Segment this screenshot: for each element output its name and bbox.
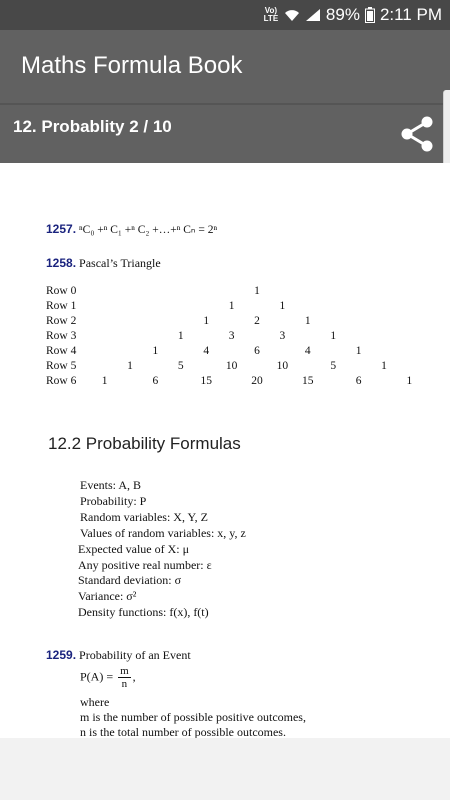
pascal-cell: 6 xyxy=(152,375,159,387)
pascal-cell: 15 xyxy=(200,375,212,387)
pascal-cell: 4 xyxy=(304,345,311,357)
fraction xyxy=(118,665,131,690)
status-icons xyxy=(263,4,442,26)
pascal-cell: 6 xyxy=(355,375,362,387)
pascal-cell: 20 xyxy=(251,375,263,387)
where-label: where xyxy=(80,695,110,709)
pascal-cell: 6 xyxy=(254,345,260,357)
pascal-cell: 1 xyxy=(152,345,159,357)
battery-icon xyxy=(365,7,375,23)
explanation-line: m is the number of possible positive outcomes, xyxy=(80,710,306,724)
definition-item: Variance: σ² xyxy=(78,589,137,604)
pascal-cell: 10 xyxy=(225,360,238,372)
pascal-cell: 3 xyxy=(228,330,235,342)
pascal-cell: 1 xyxy=(228,300,235,312)
chapter-bar xyxy=(0,103,450,163)
pascal-row-label: Row 4 xyxy=(46,345,77,357)
app-title: Maths Formula Book xyxy=(21,52,243,79)
pascal-cell: 4 xyxy=(203,345,210,357)
pascal-cell: 1 xyxy=(406,375,413,387)
section-title: 12.2 Probability Formulas xyxy=(48,434,241,453)
formula-number: 1258. xyxy=(46,256,77,270)
pascal-cell: 1 xyxy=(381,360,387,372)
wifi-icon xyxy=(284,8,300,22)
definition-item: Any positive real number: ε xyxy=(78,557,212,572)
divider xyxy=(0,103,450,105)
chapter-title: 12. Probablity 2 / 10 xyxy=(13,117,172,136)
pascal-cell: 15 xyxy=(302,375,314,387)
signal-icon xyxy=(305,8,321,22)
formula-number: 1257. xyxy=(46,222,77,236)
pascal-cell: 1 xyxy=(177,330,184,342)
equation-lhs: P(A) = xyxy=(80,669,114,684)
pascal-row-label: Row 6 xyxy=(46,375,77,387)
fraction-denominator: n xyxy=(121,678,128,690)
pascal-cell: 1 xyxy=(279,300,286,312)
pascal-cell: 10 xyxy=(276,360,289,372)
pascal-row-label: Row 0 xyxy=(46,285,77,297)
definition-item: Density functions: f(x), f(t) xyxy=(78,605,209,620)
definition-item: Random variables: X, Y, Z xyxy=(80,509,208,524)
formula-title: Probability of an Event xyxy=(79,648,191,662)
status-bar xyxy=(0,0,450,30)
pascal-cell: 1 xyxy=(127,360,133,372)
app-bar xyxy=(0,30,450,103)
formula-1259 xyxy=(46,648,191,663)
explanation-line: n is the total number of possible outcomes. xyxy=(80,725,286,738)
formula-1257 xyxy=(46,222,217,237)
pascal-cell: 1 xyxy=(101,375,108,387)
formula-number: 1259. xyxy=(46,648,77,662)
formula-page[interactable] xyxy=(0,163,450,738)
equation-tail: , xyxy=(132,669,136,684)
pascal-cell: 2 xyxy=(254,315,260,327)
definition-item: Standard deviation: σ xyxy=(78,573,182,588)
pascal-cell: 1 xyxy=(355,345,362,357)
pascal-cell: 5 xyxy=(330,360,337,372)
pascal-cell: 1 xyxy=(304,315,311,327)
pascal-row-label: Row 1 xyxy=(46,300,77,312)
pascal-row-label: Row 2 xyxy=(46,315,77,327)
pascal-row-label: Row 5 xyxy=(46,360,77,372)
pascal-cell: 1 xyxy=(203,315,210,327)
definition-item: Probability: P xyxy=(80,493,147,508)
pascal-cell: 3 xyxy=(279,330,286,342)
pascal-cell: 1 xyxy=(254,285,260,297)
battery-percent: 89% xyxy=(325,5,360,24)
formula-text: ⁿC₀ +ⁿ C₁ +ⁿ C₂ +…+ⁿ Cₙ = 2ⁿ xyxy=(79,224,218,236)
drawer-edge-handle[interactable] xyxy=(443,90,450,170)
pascal-cell: 5 xyxy=(177,360,184,372)
clock: 2:11 PM xyxy=(379,5,442,24)
volte-indicator: Vo) LTE xyxy=(263,6,279,23)
pascal-cell: 1 xyxy=(330,330,337,342)
probability-equation xyxy=(80,665,136,690)
definition-item: Values of random variables: x, y, z xyxy=(80,525,246,540)
definition-item: Expected value of X: μ xyxy=(78,541,190,556)
formula-1258 xyxy=(46,256,161,271)
formula-title: Pascal’s Triangle xyxy=(79,256,161,270)
definition-item: Events: A, B xyxy=(80,478,142,492)
pascal-row-label: Row 3 xyxy=(46,330,77,342)
fraction-numerator: m xyxy=(120,665,129,677)
share-icon[interactable] xyxy=(398,115,436,153)
